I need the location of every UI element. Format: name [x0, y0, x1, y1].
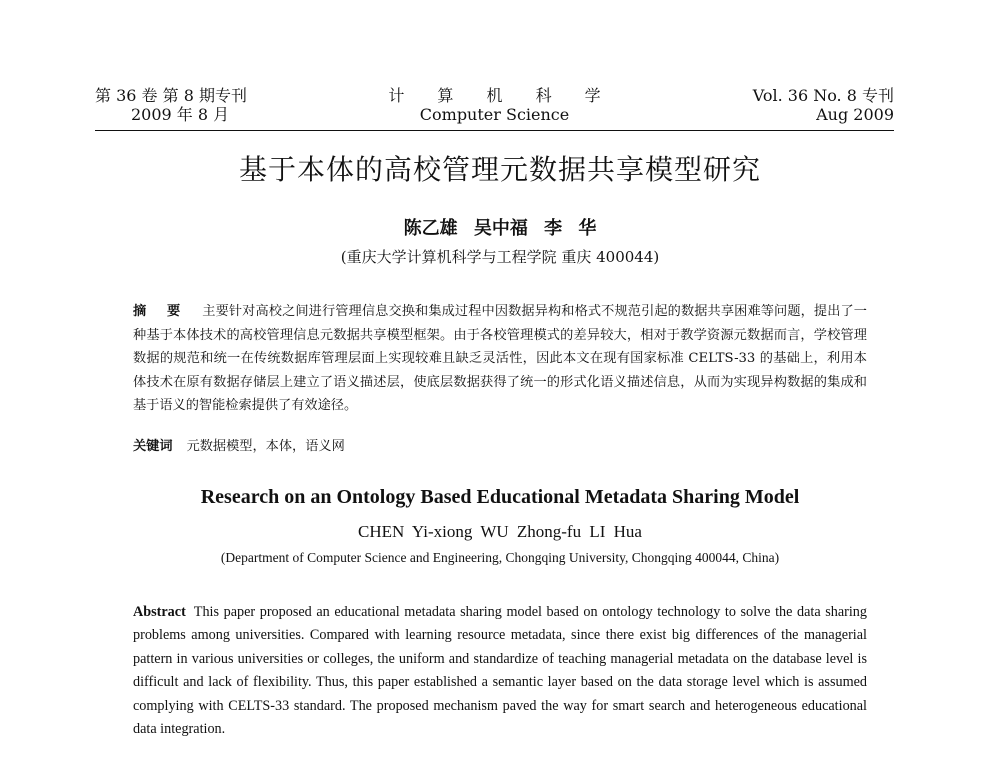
abstract-en: [133, 601, 867, 741]
abstract-zh: [133, 300, 867, 418]
abstract-zh-label: 摘 要: [133, 304, 189, 319]
keywords-zh: [133, 437, 867, 457]
page-header: [95, 86, 894, 128]
keywords-zh-label: 关键词: [133, 439, 173, 454]
header-right: [753, 86, 894, 124]
authors-en: CHEN Yi-xiong WU Zhong-fu LI Hua: [358, 522, 642, 541]
abstract-zh-text: 主要针对高校之间进行管理信息交换和集成过程中因数据异构和格式不规范引起的数据共享困难等问题，提出了一种基于本体技术的高校管理信息元数据共享模型框架。由于各校管理模式的差异较大，相对于教学资源元数据而言，学校管理数据的规范和统一在传统数据库管理层面上实现较难且缺乏灵活性，因此本文在现有国家标准 CELTS-33 的基础上，利用本体技术在原有数据存储层上建立了语义描述层，使底层数据获得了统一的形式化语义描述信息，从而为实现异构数据的集成和基于语义的智能检索提供了有效途径。: [133, 304, 867, 413]
header-rule: [95, 130, 894, 131]
paper-title-en: Research on an Ontology Based Educational Metadata Sharing Model: [200, 486, 800, 508]
affiliation-en: (Department of Computer Science and Engineering, Chongqing University, Chongqing 400044, China): [220, 550, 780, 565]
date-en: Aug 2009: [816, 105, 894, 124]
keywords-zh-text: 元数据模型，本体，语义网: [186, 439, 345, 454]
volume-en: Vol. 36 No. 8 专刊: [752, 86, 894, 105]
authors-zh: 陈乙雄 吴中福 李 华: [403, 218, 597, 239]
affiliation-zh: (重庆大学计算机科学与工程学院 重庆 400044): [340, 248, 660, 266]
paper-title-zh: 基于本体的高校管理元数据共享模型研究: [238, 153, 761, 186]
date-zh: 2009 年 8 月: [131, 105, 230, 124]
journal-name-zh: 计 算 机 科 学: [388, 86, 615, 105]
abstract-en-text: This paper proposed an educational metadata sharing model based on ontology technology to solve the data sharing problems among universities. Compared with learning resource metadata, since there exist big differences of the managerial pattern in various universities or colleges, the uniform and standardize of teaching managerial metadata on the database level is difficult and lack of flexibility. Thus, this paper established a semantic layer based on the data storage level which is assumed complying with CELTS-33 standard. The proposed mechanism paved the way for smart search and heterogeneous educational data integration.: [133, 604, 867, 738]
journal-name-en: Computer Science: [419, 105, 570, 124]
volume-issue: 第 36 卷 第 8 期专刊: [95, 86, 247, 105]
abstract-en-label: Abstract: [133, 604, 186, 620]
